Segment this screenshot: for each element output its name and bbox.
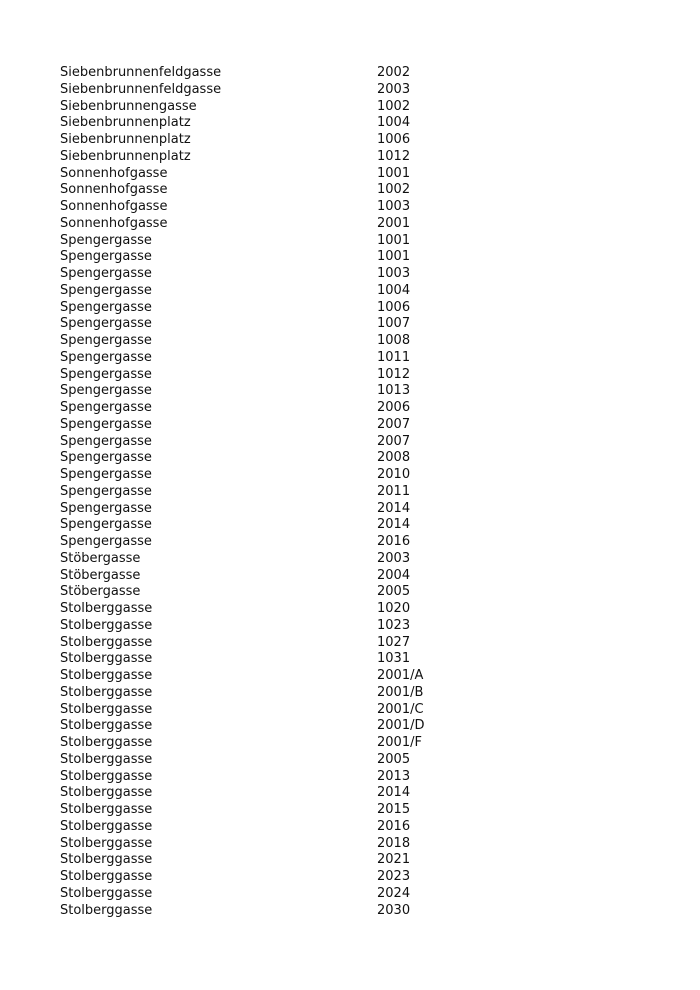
house-number: 2001/A bbox=[377, 668, 424, 683]
list-item bbox=[60, 233, 660, 250]
house-number: 1007 bbox=[377, 316, 411, 332]
street-name: Stolberggasse bbox=[60, 668, 153, 683]
street-name: Sonnenhofgasse bbox=[60, 182, 168, 198]
list-item bbox=[60, 400, 660, 417]
street-name: Spengergasse bbox=[60, 366, 152, 382]
street-name: Stolberggasse bbox=[60, 634, 153, 650]
street-name: Siebenbrunnenfeldgasse bbox=[60, 81, 222, 97]
house-number: 2005 bbox=[377, 584, 411, 600]
street-name: Stolberggasse bbox=[60, 751, 153, 767]
street-name: Stöbergasse bbox=[60, 550, 141, 566]
street-name: Siebenbrunnenplatz bbox=[60, 115, 191, 131]
street-name: Spengergasse bbox=[60, 416, 152, 432]
street-name: Spengergasse bbox=[60, 450, 152, 466]
list-item bbox=[60, 886, 660, 903]
list-item bbox=[60, 367, 660, 384]
street-name: Stolberggasse bbox=[60, 617, 153, 633]
street-name: Spengergasse bbox=[60, 383, 152, 399]
street-name: Spengergasse bbox=[60, 467, 152, 482]
list-item bbox=[60, 836, 660, 853]
house-number: 2023 bbox=[377, 869, 411, 884]
house-number: 2004 bbox=[377, 567, 411, 583]
list-item bbox=[60, 718, 660, 735]
street-name: Spengergasse bbox=[60, 282, 152, 298]
list-item bbox=[60, 434, 660, 451]
house-number: 2016 bbox=[377, 534, 411, 549]
house-number: 1006 bbox=[377, 299, 411, 315]
street-name: Spengergasse bbox=[60, 517, 152, 533]
list-item bbox=[60, 584, 660, 601]
house-number: 2006 bbox=[377, 400, 411, 415]
list-item bbox=[60, 350, 660, 367]
house-number: 2014 bbox=[377, 517, 411, 533]
house-number: 1003 bbox=[377, 266, 411, 281]
street-name: Siebenbrunnengasse bbox=[60, 98, 197, 114]
house-number: 2014 bbox=[377, 785, 411, 801]
street-name: Spengergasse bbox=[60, 232, 152, 248]
list-item bbox=[60, 568, 660, 585]
house-number: 2021 bbox=[377, 852, 411, 868]
house-number: 2016 bbox=[377, 818, 411, 834]
street-name: Stolberggasse bbox=[60, 601, 153, 616]
street-name: Stolberggasse bbox=[60, 701, 153, 717]
house-number: 1012 bbox=[377, 366, 411, 382]
street-name: Stolberggasse bbox=[60, 818, 153, 834]
house-number: 1002 bbox=[377, 182, 411, 198]
house-number: 2003 bbox=[377, 81, 411, 97]
house-number: 2001/C bbox=[377, 701, 424, 717]
street-name: Spengergasse bbox=[60, 299, 152, 315]
list-item bbox=[60, 551, 660, 568]
street-name: Spengergasse bbox=[60, 400, 152, 415]
street-name: Stolberggasse bbox=[60, 651, 153, 667]
street-name: Spengergasse bbox=[60, 500, 152, 516]
house-number: 2002 bbox=[377, 65, 411, 80]
list-item bbox=[60, 316, 660, 333]
house-number: 1003 bbox=[377, 199, 411, 214]
list-item bbox=[60, 735, 660, 752]
house-number: 1006 bbox=[377, 132, 411, 147]
street-name: Siebenbrunnenfeldgasse bbox=[60, 65, 222, 80]
street-name: Stolberggasse bbox=[60, 902, 153, 918]
house-number: 2011 bbox=[377, 483, 411, 499]
list-item bbox=[60, 149, 660, 166]
list-item bbox=[60, 450, 660, 467]
street-name: Spengergasse bbox=[60, 483, 152, 499]
house-number: 2001/D bbox=[377, 718, 425, 734]
list-item bbox=[60, 802, 660, 819]
street-name: Stolberggasse bbox=[60, 684, 153, 700]
street-name: Stolberggasse bbox=[60, 735, 153, 750]
list-item bbox=[60, 199, 660, 216]
street-name: Sonnenhofgasse bbox=[60, 199, 168, 214]
house-number: 2008 bbox=[377, 450, 411, 466]
list-item bbox=[60, 601, 660, 618]
street-name: Stolberggasse bbox=[60, 785, 153, 801]
street-name: Spengergasse bbox=[60, 349, 152, 365]
list-item bbox=[60, 651, 660, 668]
house-number: 2001/B bbox=[377, 684, 424, 700]
list-item bbox=[60, 99, 660, 116]
house-number: 2030 bbox=[377, 902, 411, 918]
house-number: 2001/F bbox=[377, 735, 422, 750]
street-name: Siebenbrunnenplatz bbox=[60, 148, 191, 164]
list-item bbox=[60, 517, 660, 534]
house-number: 2013 bbox=[377, 768, 411, 784]
list-item bbox=[60, 266, 660, 283]
house-number: 1001 bbox=[377, 232, 411, 248]
street-name: Stolberggasse bbox=[60, 768, 153, 784]
street-name: Spengergasse bbox=[60, 266, 152, 281]
house-number: 1011 bbox=[377, 349, 411, 365]
list-item bbox=[60, 484, 660, 501]
list-item bbox=[60, 752, 660, 769]
house-number: 2024 bbox=[377, 885, 411, 901]
list-item bbox=[60, 769, 660, 786]
house-number: 2003 bbox=[377, 550, 411, 566]
house-number: 1008 bbox=[377, 333, 411, 348]
list-item bbox=[60, 300, 660, 317]
house-number: 1020 bbox=[377, 601, 411, 616]
list-item bbox=[60, 852, 660, 869]
list-item bbox=[60, 685, 660, 702]
street-name: Sonnenhofgasse bbox=[60, 215, 168, 231]
street-name: Stolberggasse bbox=[60, 885, 153, 901]
house-number: 1012 bbox=[377, 148, 411, 164]
list-item bbox=[60, 383, 660, 400]
street-name: Stolberggasse bbox=[60, 869, 153, 884]
street-name: Spengergasse bbox=[60, 433, 152, 449]
house-number: 1031 bbox=[377, 651, 411, 667]
street-name: Spengergasse bbox=[60, 316, 152, 332]
house-number: 2007 bbox=[377, 433, 411, 449]
list-item bbox=[60, 618, 660, 635]
street-name: Spengergasse bbox=[60, 249, 152, 265]
house-number: 2015 bbox=[377, 802, 411, 817]
list-item bbox=[60, 467, 660, 484]
list-item bbox=[60, 534, 660, 551]
street-name: Stolberggasse bbox=[60, 802, 153, 817]
list-item bbox=[60, 166, 660, 183]
list-item bbox=[60, 82, 660, 99]
street-name: Stöbergasse bbox=[60, 584, 141, 600]
street-name: Spengergasse bbox=[60, 333, 152, 348]
house-number: 2010 bbox=[377, 467, 411, 482]
list-item bbox=[60, 869, 660, 886]
list-item bbox=[60, 417, 660, 434]
list-item bbox=[60, 668, 660, 685]
list-item bbox=[60, 182, 660, 199]
list-item bbox=[60, 501, 660, 518]
list-item bbox=[60, 785, 660, 802]
house-number: 2005 bbox=[377, 751, 411, 767]
street-name: Spengergasse bbox=[60, 534, 152, 549]
list-item bbox=[60, 283, 660, 300]
house-number: 1027 bbox=[377, 634, 411, 650]
house-number: 1004 bbox=[377, 115, 411, 131]
house-number: 1004 bbox=[377, 282, 411, 298]
house-number: 2018 bbox=[377, 835, 411, 851]
street-name: Siebenbrunnenplatz bbox=[60, 132, 191, 147]
house-number: 1013 bbox=[377, 383, 411, 399]
list-item bbox=[60, 65, 660, 82]
list-item bbox=[60, 333, 660, 350]
address-list bbox=[60, 65, 660, 919]
street-name: Sonnenhofgasse bbox=[60, 165, 168, 181]
street-name: Stolberggasse bbox=[60, 835, 153, 851]
house-number: 1001 bbox=[377, 249, 411, 265]
list-item bbox=[60, 635, 660, 652]
house-number: 1001 bbox=[377, 165, 411, 181]
list-item bbox=[60, 115, 660, 132]
list-item bbox=[60, 132, 660, 149]
house-number: 2007 bbox=[377, 416, 411, 432]
street-name: Stolberggasse bbox=[60, 718, 153, 734]
house-number: 1002 bbox=[377, 98, 411, 114]
street-name: Stolberggasse bbox=[60, 852, 153, 868]
list-item bbox=[60, 819, 660, 836]
house-number: 1023 bbox=[377, 617, 411, 633]
list-item bbox=[60, 702, 660, 719]
house-number: 2014 bbox=[377, 500, 411, 516]
house-number: 2001 bbox=[377, 215, 411, 231]
street-name: Stöbergasse bbox=[60, 567, 141, 583]
list-item bbox=[60, 903, 660, 920]
list-item bbox=[60, 216, 660, 233]
list-item bbox=[60, 249, 660, 266]
